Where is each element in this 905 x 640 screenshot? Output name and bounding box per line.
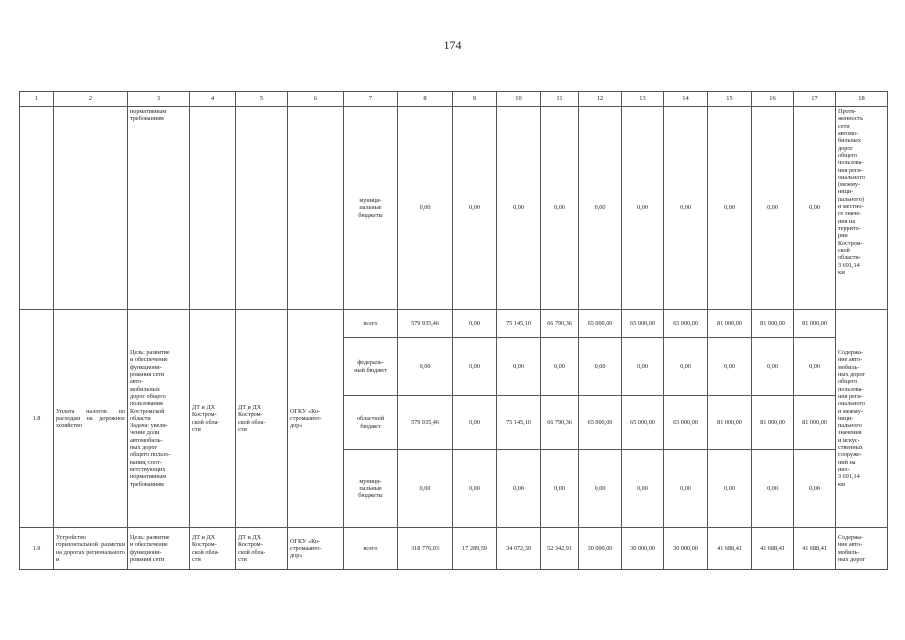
value-cell: 81 000,00 [708,396,752,450]
goal-cell: нормативным требованиям [128,107,190,310]
value-cell: 0,00 [622,107,664,310]
value-cell: 41 688,41 [708,528,752,570]
value-cell: 65 000,00 [622,310,664,338]
column-header: 1 [20,92,54,107]
funding-source: федераль- ный бюджет [344,338,398,396]
value-cell: 0,00 [541,450,579,528]
value-cell: 41 688,41 [752,528,794,570]
value-cell: 0,00 [708,450,752,528]
value-cell: 30 000,00 [622,528,664,570]
value-cell: 41 688,41 [794,528,836,570]
value-cell: 0,00 [541,338,579,396]
column-header: 12 [579,92,622,107]
value-cell: 34 072,39 [497,528,541,570]
value-cell: 65 000,00 [579,396,622,450]
value-cell: 30 000,00 [664,528,708,570]
column-header: 6 [288,92,344,107]
responsible-executor: ДТ и ДХ Костром- ской обла- сти [190,310,236,528]
value-cell: 65 000,00 [664,310,708,338]
row-number: 1.9 [20,528,54,570]
value-cell: 81 000,00 [708,310,752,338]
value-cell: 0,00 [579,450,622,528]
value-cell: 0,00 [664,338,708,396]
result-cell: Содержа- ние авто- мобиль- ных дорог [836,528,888,570]
value-cell: 579 935,46 [398,396,453,450]
goal-cell: Цель: развитие и обеспечение функциони- рования сети авто- мобильных дорог общего пользования Костромской области Задача: увели- чение доли автомобиль- ных дорог общего пользо- вания, соот- ветствующих нормативным требованиям [128,310,190,528]
value-cell: 0,00 [398,107,453,310]
value-cell: 0,00 [794,450,836,528]
column-header: 16 [752,92,794,107]
value-cell: 0,00 [497,107,541,310]
column-header: 2 [54,92,128,107]
value-cell: 579 935,46 [398,310,453,338]
column-header: 14 [664,92,708,107]
header-row [20,92,888,107]
funding-source: всего [344,310,398,338]
column-header: 4 [190,92,236,107]
column-header: 3 [128,92,190,107]
column-header: 15 [708,92,752,107]
result-cell: Протя- женность сети автомо- бильных дорог общего пользова- ния реги- онального (межму- ници- пального) и местно- го значе- ния на террито- рии Костром- ской области- 3 691,14 км [836,107,888,310]
value-cell: 81 000,00 [752,396,794,450]
value-cell: 75 145,10 [497,396,541,450]
value-cell: 81 000,00 [794,396,836,450]
funding-source: всего [344,528,398,570]
funding-source: муници- пальные бюджеты [344,450,398,528]
value-cell: 0,00 [664,450,708,528]
value-cell: 0,00 [398,450,453,528]
column-header: 11 [541,92,579,107]
page-number: 174 [443,38,462,52]
column-header: 13 [622,92,664,107]
participant: ОГКУ «Ко- стромаавто- дор» [288,528,344,570]
value-cell: 0,00 [579,107,622,310]
column-header: 7 [344,92,398,107]
value-cell: 0,00 [453,450,497,528]
column-header: 17 [794,92,836,107]
value-cell: 17 289,59 [453,528,497,570]
program-table [19,91,888,570]
column-header: 9 [453,92,497,107]
participant: ОГКУ «Ко- стромаавто- дор» [288,310,344,528]
value-cell: 66 790,36 [541,310,579,338]
value-cell: 0,00 [708,338,752,396]
value-cell: 0,00 [664,107,708,310]
value-cell: 0,00 [752,450,794,528]
value-cell: 0,00 [497,450,541,528]
value-cell: 0,00 [579,338,622,396]
value-cell: 0,00 [622,450,664,528]
table-row-1-9 [20,528,888,570]
responsible-executor: ДТ и ДХ Костром- ской обла- сти [190,528,236,570]
value-cell: 0,00 [708,107,752,310]
value-cell: 0,00 [752,107,794,310]
value-cell: 30 000,00 [579,528,622,570]
value-cell: 65 000,00 [622,396,664,450]
value-cell: 0,00 [752,338,794,396]
column-header: 5 [236,92,288,107]
column-header: 18 [836,92,888,107]
event-name: Устройство горизонтальной разметки на дорогах регионального и [54,528,128,570]
table-row-continuation [20,107,888,310]
value-cell: 0,00 [541,107,579,310]
value-cell: 81 000,00 [794,310,836,338]
value-cell: 81 000,00 [752,310,794,338]
funding-source: областной бюджет [344,396,398,450]
value-cell: 0,00 [453,396,497,450]
value-cell: 52 342,91 [541,528,579,570]
value-cell: 0,00 [453,107,497,310]
event-name: Уплата налогов по расходам на дорожное хозяйство [54,310,128,528]
value-cell: 0,00 [453,338,497,396]
value-cell: 0,00 [398,338,453,396]
funding-source: муници- пальные бюджеты [344,107,398,310]
value-cell: 65 000,00 [579,310,622,338]
value-cell: 0,00 [794,338,836,396]
co-executor: ДТ и ДХ Костром- ской обла- сти [236,528,288,570]
value-cell: 65 000,00 [664,396,708,450]
value-cell: 0,00 [453,310,497,338]
column-header: 8 [398,92,453,107]
value-cell: 66 790,36 [541,396,579,450]
goal-cell: Цель: развитие и обеспечение функциони- рования сети [128,528,190,570]
value-cell: 0,00 [794,107,836,310]
row-number: 1.8 [20,310,54,528]
value-cell: 75 145,10 [497,310,541,338]
result-cell: Содержа- ние авто- мобиль- ных дорог общего пользова- ния реги- онального и межму- ници- пального значения и искус- ственных сооруже- ний на них- 3 691,14 км [836,310,888,528]
value-cell: 0,00 [622,338,664,396]
table-row-1-8 [20,310,888,338]
value-cell: 318 776,03 [398,528,453,570]
value-cell: 0,00 [497,338,541,396]
column-header: 10 [497,92,541,107]
co-executor: ДТ и ДХ Костром- ской обла- сти [236,310,288,528]
